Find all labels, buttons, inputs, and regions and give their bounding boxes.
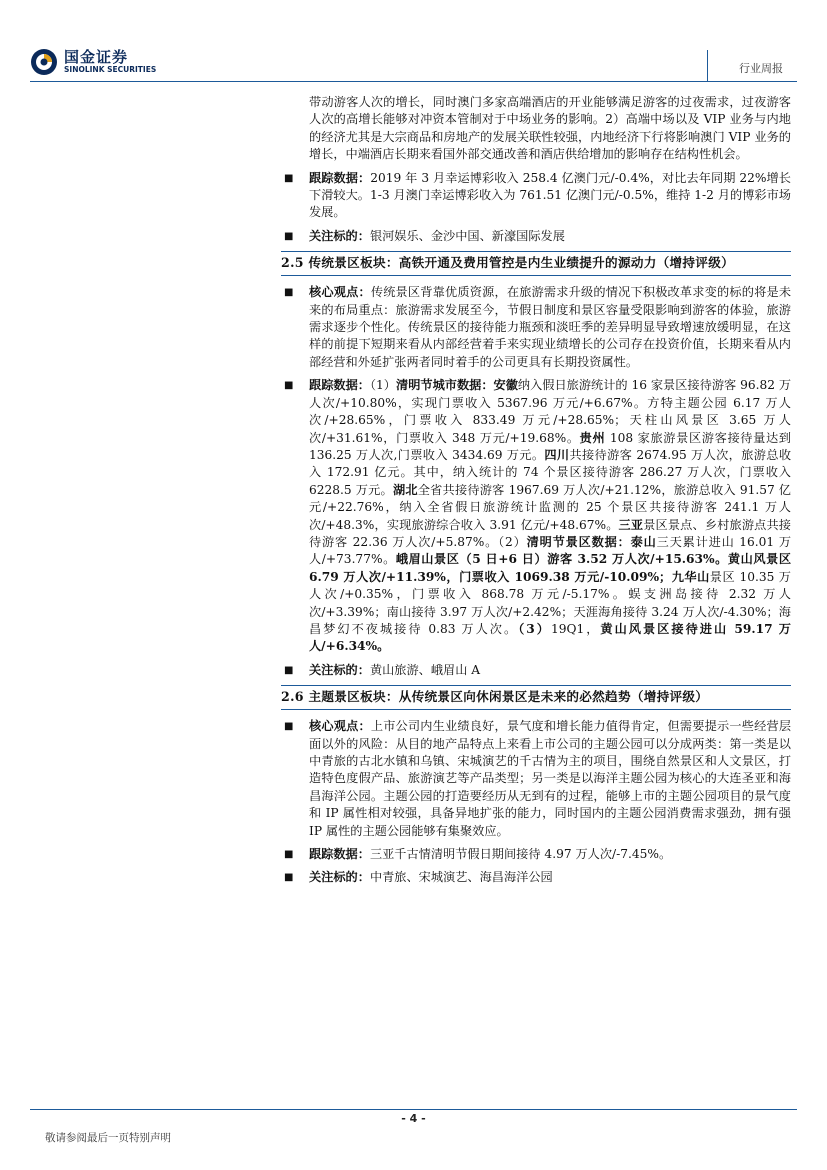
highlight-text: 清明节景区数据：泰山 <box>526 534 657 549</box>
bullet-watchlist-traditional <box>281 662 791 679</box>
square-bullet-icon <box>284 665 295 676</box>
bullet-text: 19Q1， <box>550 621 601 636</box>
bullet-text: 2019 年 3 月幸运博彩收入 258.4 亿澳门元/-0.4%，对比去年同期 22%增长下滑较大。1-3 月澳门幸运博彩收入为 761.51 亿澳门元/-0.5%，维持 1-2 月的博彩市场发展。 <box>309 170 791 220</box>
bullet-text: 景区景点、乡村旅游点共接待游客 22.36 万人次/+5.87%。（2） <box>309 517 791 549</box>
highlight-text: 峨眉山景区（5 日+6 日）游客 3.52 万人次/+15.63%。黄山风景区 6.79 万人次/+11.39%，门票收入 1069.38 万元/-10.09%；九华山 <box>309 552 792 584</box>
page-number: - 4 - <box>401 1112 426 1125</box>
bullet-label: 跟踪数据： <box>309 378 370 393</box>
bullet-tracking-data-traditional <box>281 377 791 656</box>
bullet-label: 跟踪数据： <box>309 847 370 862</box>
square-bullet-icon <box>284 231 295 242</box>
brand-logo <box>30 46 230 78</box>
sinolink-logo-icon <box>30 48 58 76</box>
bullet-text: 108 家旅游景区游客接待量达到 136.25 万人次,门票收入 3434.69 万元。 <box>309 430 791 462</box>
disclaimer-note: 敬请参阅最后一页特别声明 <box>45 1132 171 1144</box>
highlight-text: 湖北 <box>392 482 418 497</box>
bullet-tracking-data-theme <box>281 846 791 863</box>
square-bullet-icon <box>284 721 295 732</box>
bullet-tracking-data-macau <box>281 170 791 222</box>
bullet-text: 黄山旅游、峨眉山 A <box>369 662 481 677</box>
highlight-text: （3） <box>518 621 551 636</box>
square-bullet-icon <box>284 287 295 298</box>
bullet-label: 核心观点： <box>309 285 371 300</box>
brand-name-cn: 国金证券 <box>64 48 129 66</box>
highlight-text: 贵州 <box>579 430 606 445</box>
square-bullet-icon <box>284 380 295 391</box>
header-rule <box>30 81 797 82</box>
bullet-text: 中青旅、宋城演艺、海昌海洋公园 <box>369 870 553 885</box>
continued-paragraph: 带动游客人次的增长，同时澳门多家高端酒店的开业能够满足游客的过夜需求，过夜游客人次的高增长能够对冲资本管制对于中场业务的影响。2）高端中场以及 VIP 业务与内地的经济尤其是大宗商品和房地产的发展关联性较强，内地经济下行将影响澳门 VIP 业务的增长，中端酒店长期来看国外部交通改善和酒店供给增加的影响存在结构性机会。 <box>309 95 791 162</box>
section-heading-2-5: 2.5 传统景区板块：高铁开通及费用管控是内生业绩提升的源动力（增持评级） <box>281 251 791 276</box>
bullet-text: 上市公司内生业绩良好，景气度和增长能力值得肯定，但需要提示一些经营层面以外的风险：从目的地产品特点上来看上市公司的主题公园可以分成两类：第一类是以中青旅的古北水镇和乌镇、宋城演艺的千古情为主的项目，围绕自然景区和人文景区，打造特色度假产品、旅游演艺等产品类型；另一类是以海洋主题公园为核心的大连圣亚和海昌海洋公园。主题公园的打造要经历从无到有的过程，能够上市的主题公园项目的景气度和 IP 属性相对较强，具备异地扩张的能力，同时国内的主题公园消费需求强劲，拥有强 IP 属性的主题公园能够有集聚效应。 <box>309 719 792 838</box>
bullet-text: 共接待游客 2674.95 万人次，旅游总收入 172.91 亿元。其中，纳入统计的 74 个景区接待游客 286.27 万人次，门票收入 6228.5 万元。 <box>309 447 792 497</box>
highlight-text: 黄山风景区接待进山 59.17 万人/+6.34%。 <box>309 621 791 654</box>
report-body <box>281 94 791 893</box>
brand-name-en: SINOLINK SECURITIES <box>64 65 157 74</box>
bullet-watchlist-theme <box>281 869 791 886</box>
bullet-text: 景区 10.35 万人次/+0.35%，门票收入 868.78 万元/-5.17%。蜈支洲岛接待 2.32 万人次/+3.39%；南山接待 3.97 万人次/+2.42%；天涯海角接待 3.24 万人次/-4.30%；海昌梦幻不夜城接待 0.83 万人次。 <box>309 569 791 636</box>
bullet-text: 纳入假日旅游统计的 16 家景区接待游客 96.82 万人次/+10.80%，实现门票收入 5367.96 万元/+6.67%。方特主题公园 6.17 万人次/+28.65%，门票收入 833.49 万元/+28.65%；天柱山风景区 3.65 万人次/+31.61%，门票收入 348 万元/+19.68%。 <box>309 378 792 445</box>
bullet-text: 全省共接待游客 1967.69 万人次/+21.12%，旅游总收入 91.57 亿元/+22.76%，纳入全省假日旅游统计监测的 25 个景区共接待游客 241.1 万人次/+48.3%，实现旅游综合收入 3.91 亿元/+48.67%。 <box>309 482 791 532</box>
highlight-text: 三亚 <box>618 517 644 532</box>
report-type-label: 行业周报 <box>739 62 783 75</box>
square-bullet-icon <box>284 173 295 184</box>
section-heading-2-6: 2.6 主题景区板块：从传统景区向休闲景区是未来的必然趋势（增持评级） <box>281 685 791 710</box>
bullet-watchlist-macau <box>281 228 791 245</box>
header-divider-tick <box>707 50 708 81</box>
bullet-text: 三天累计进山 16.01 万人/+73.77%。 <box>309 534 792 567</box>
bullet-text: 传统景区背靠优质资源，在旅游需求升级的情况下积极改革求变的标的将是未来的布局重点：旅游需求发展至今，节假日制度和景区容量受限影响到游客的体验，旅游需求逐步个性化。传统景区的接待能力瓶颈和淡旺季的差异明显导致增速放缓明显，在这样的前提下短期来看从内部经营着手来实现业绩增长的公司存在投资价值，长期来看从内部经营和外延扩张两者同时着手的公司更具有长期投资属性。 <box>309 285 792 369</box>
highlight-text: 四川 <box>544 447 570 462</box>
square-bullet-icon <box>284 849 295 860</box>
bullet-label: 跟踪数据： <box>309 170 371 185</box>
bullet-core-view-theme <box>281 718 791 840</box>
bullet-text: 三亚千古情清明节假日期间接待 4.97 万人次/-7.45%。 <box>369 847 672 862</box>
bullet-label: 核心观点： <box>309 719 371 734</box>
highlight-text: 清明节城市数据：安徽 <box>396 378 518 393</box>
bullet-text: 银河娱乐、金沙中国、新濠国际发展 <box>369 228 565 243</box>
bullet-core-view-traditional <box>281 284 791 371</box>
bullet-label: 关注标的： <box>309 870 370 885</box>
page-header <box>0 0 827 86</box>
bullet-label: 关注标的： <box>309 662 370 677</box>
square-bullet-icon <box>284 872 295 883</box>
bullet-label: 关注标的： <box>309 228 370 243</box>
footer-rule <box>30 1109 797 1110</box>
bullet-text: （1） <box>369 378 396 393</box>
